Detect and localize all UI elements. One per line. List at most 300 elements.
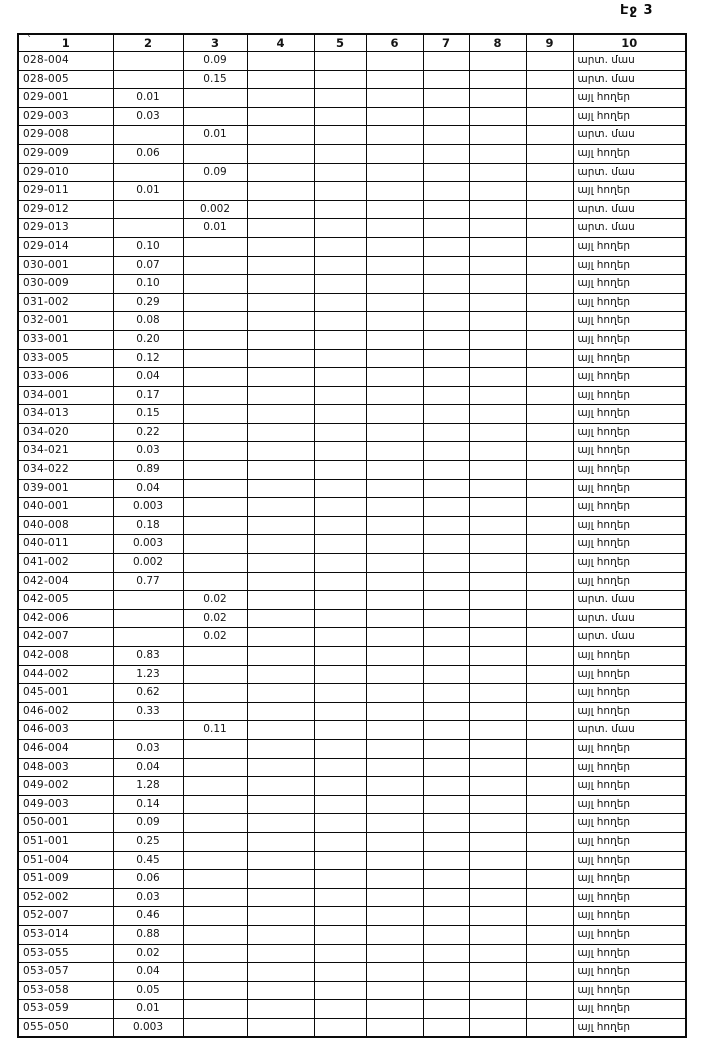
cell-land-type: այլ հողեր: [573, 442, 686, 461]
table-row: [18, 907, 686, 926]
cell-area-col3: 0.09: [183, 163, 247, 182]
cell-area-col3: [183, 516, 247, 535]
cell-empty: [247, 386, 314, 405]
cell-area-col2: 0.06: [113, 870, 183, 889]
cell-empty: [314, 832, 366, 851]
cell-land-type: այլ հողեր: [573, 535, 686, 554]
cell-area-col2: 0.05: [113, 981, 183, 1000]
cell-empty: [314, 628, 366, 647]
cell-empty: [366, 907, 423, 926]
cell-empty: [423, 126, 469, 145]
cell-area-col3: [183, 368, 247, 387]
cell-parcel-code: 029-008: [18, 126, 113, 145]
cell-parcel-code: 029-009: [18, 144, 113, 163]
cell-area-col3: 0.02: [183, 591, 247, 610]
cell-land-type: այլ հողեր: [573, 758, 686, 777]
cell-empty: [247, 572, 314, 591]
cell-land-type: այլ հողեր: [573, 498, 686, 517]
cell-empty: [247, 349, 314, 368]
cell-land-type: այլ հողեր: [573, 144, 686, 163]
cell-empty: [526, 89, 573, 108]
table-row: [18, 702, 686, 721]
cell-empty: [423, 107, 469, 126]
cell-empty: [469, 89, 526, 108]
cell-empty: [247, 498, 314, 517]
cell-empty: [526, 665, 573, 684]
cell-empty: [314, 739, 366, 758]
cell-land-type: այլ հողեր: [573, 386, 686, 405]
cell-parcel-code: 044-002: [18, 665, 113, 684]
cell-area-col2: 0.04: [113, 368, 183, 387]
cell-parcel-code: 048-003: [18, 758, 113, 777]
table-row: [18, 554, 686, 573]
cell-empty: [469, 1000, 526, 1019]
table-row: [18, 405, 686, 424]
cell-empty: [314, 442, 366, 461]
cell-empty: [469, 386, 526, 405]
cell-empty: [526, 442, 573, 461]
cell-empty: [314, 647, 366, 666]
cell-empty: [247, 944, 314, 963]
cell-parcel-code: 050-001: [18, 814, 113, 833]
cell-empty: [314, 516, 366, 535]
cell-empty: [423, 89, 469, 108]
cell-empty: [314, 572, 366, 591]
cell-empty: [366, 163, 423, 182]
cell-parcel-code: 039-001: [18, 479, 113, 498]
cell-empty: [366, 684, 423, 703]
cell-empty: [247, 851, 314, 870]
cell-empty: [423, 312, 469, 331]
cell-empty: [366, 702, 423, 721]
cell-area-col3: [183, 498, 247, 517]
cell-empty: [526, 349, 573, 368]
cell-parcel-code: 034-013: [18, 405, 113, 424]
cell-empty: [469, 907, 526, 926]
cell-empty: [247, 275, 314, 294]
cell-area-col3: [183, 479, 247, 498]
cell-parcel-code: 033-006: [18, 368, 113, 387]
cell-land-type: արտ. մաս: [573, 628, 686, 647]
cell-empty: [247, 981, 314, 1000]
cell-empty: [423, 554, 469, 573]
cell-empty: [469, 163, 526, 182]
cell-area-col3: 0.11: [183, 721, 247, 740]
cell-parcel-code: 028-004: [18, 52, 113, 71]
cell-empty: [423, 52, 469, 71]
cell-parcel-code: 034-022: [18, 461, 113, 480]
cell-land-type: այլ հողեր: [573, 795, 686, 814]
cell-empty: [469, 368, 526, 387]
cell-empty: [423, 832, 469, 851]
cell-empty: [366, 349, 423, 368]
cell-parcel-code: 052-002: [18, 888, 113, 907]
cell-area-col2: 1.23: [113, 665, 183, 684]
cell-empty: [247, 144, 314, 163]
cell-land-type: այլ հողեր: [573, 944, 686, 963]
cell-area-col2: 0.04: [113, 758, 183, 777]
cell-land-type: այլ հողեր: [573, 461, 686, 480]
cell-empty: [526, 777, 573, 796]
cell-parcel-code: 030-009: [18, 275, 113, 294]
table-row: [18, 423, 686, 442]
table-row: [18, 237, 686, 256]
cell-empty: [526, 200, 573, 219]
cell-empty: [469, 572, 526, 591]
cell-empty: [469, 442, 526, 461]
cell-area-col2: 0.45: [113, 851, 183, 870]
cell-area-col3: 0.09: [183, 52, 247, 71]
cell-empty: [366, 237, 423, 256]
cell-land-type: այլ հողեր: [573, 814, 686, 833]
cell-empty: [526, 144, 573, 163]
cell-empty: [423, 237, 469, 256]
cell-empty: [423, 1000, 469, 1019]
cell-empty: [526, 1000, 573, 1019]
cell-area-col3: [183, 1000, 247, 1019]
cell-empty: [314, 461, 366, 480]
table-row: [18, 107, 686, 126]
cell-parcel-code: 029-001: [18, 89, 113, 108]
cell-empty: [314, 944, 366, 963]
table-row: [18, 944, 686, 963]
cell-area-col3: [183, 572, 247, 591]
cell-empty: [526, 795, 573, 814]
cell-empty: [469, 479, 526, 498]
cell-empty: [526, 814, 573, 833]
cell-empty: [526, 52, 573, 71]
cell-empty: [423, 479, 469, 498]
table-row: [18, 144, 686, 163]
cell-empty: [366, 777, 423, 796]
cell-empty: [526, 516, 573, 535]
cell-parcel-code: 049-002: [18, 777, 113, 796]
cell-parcel-code: 042-007: [18, 628, 113, 647]
cell-empty: [366, 293, 423, 312]
cell-parcel-code: 031-002: [18, 293, 113, 312]
cell-empty: [247, 126, 314, 145]
cell-area-col3: 0.01: [183, 219, 247, 238]
cell-land-type: այլ հողեր: [573, 368, 686, 387]
cell-empty: [366, 851, 423, 870]
cell-land-type: այլ հողեր: [573, 516, 686, 535]
cell-empty: [469, 628, 526, 647]
cell-empty: [366, 888, 423, 907]
table-row: [18, 739, 686, 758]
cell-empty: [469, 739, 526, 758]
cell-area-col2: [113, 219, 183, 238]
cell-empty: [366, 312, 423, 331]
cell-empty: [469, 330, 526, 349]
cell-empty: [423, 758, 469, 777]
cell-area-col3: [183, 237, 247, 256]
cell-empty: [526, 739, 573, 758]
cell-empty: [423, 628, 469, 647]
cell-empty: [423, 739, 469, 758]
cell-empty: [423, 981, 469, 1000]
cell-land-type: այլ հողեր: [573, 981, 686, 1000]
cell-empty: [526, 107, 573, 126]
cell-empty: [469, 702, 526, 721]
cell-empty: [526, 758, 573, 777]
cell-empty: [366, 925, 423, 944]
cell-empty: [314, 293, 366, 312]
cell-empty: [366, 423, 423, 442]
cell-area-col3: [183, 981, 247, 1000]
cell-empty: [423, 851, 469, 870]
cell-empty: [314, 237, 366, 256]
cell-empty: [366, 498, 423, 517]
column-header-3: 3: [183, 34, 247, 52]
cell-parcel-code: 042-005: [18, 591, 113, 610]
table-row: [18, 851, 686, 870]
cell-empty: [526, 479, 573, 498]
cell-empty: [366, 386, 423, 405]
table-row: [18, 126, 686, 145]
cell-empty: [423, 647, 469, 666]
cell-area-col2: [113, 200, 183, 219]
cell-empty: [366, 89, 423, 108]
cell-land-type: արտ. մաս: [573, 70, 686, 89]
cell-parcel-code: 028-005: [18, 70, 113, 89]
table-row: [18, 70, 686, 89]
cell-empty: [469, 405, 526, 424]
cell-empty: [314, 405, 366, 424]
cell-area-col3: [183, 870, 247, 889]
cell-empty: [247, 237, 314, 256]
cell-area-col3: [183, 795, 247, 814]
cell-empty: [314, 609, 366, 628]
cell-area-col3: [183, 684, 247, 703]
cell-area-col3: [183, 777, 247, 796]
table-row: [18, 498, 686, 517]
cell-empty: [526, 944, 573, 963]
cell-empty: [526, 572, 573, 591]
column-header-5: 5: [314, 34, 366, 52]
cell-area-col2: 0.46: [113, 907, 183, 926]
cell-empty: [247, 182, 314, 201]
cell-empty: [469, 200, 526, 219]
cell-empty: [366, 647, 423, 666]
cell-empty: [366, 182, 423, 201]
table-row: [18, 349, 686, 368]
cell-empty: [526, 182, 573, 201]
cell-empty: [423, 684, 469, 703]
cell-empty: [314, 721, 366, 740]
table-row: [18, 52, 686, 71]
cell-area-col2: [113, 126, 183, 145]
cell-empty: [366, 721, 423, 740]
cell-empty: [423, 330, 469, 349]
cell-empty: [469, 498, 526, 517]
cell-empty: [469, 516, 526, 535]
cell-empty: [423, 70, 469, 89]
table-row: [18, 925, 686, 944]
cell-empty: [469, 423, 526, 442]
cell-area-col3: [183, 907, 247, 926]
cell-empty: [469, 554, 526, 573]
cell-empty: [247, 516, 314, 535]
cell-empty: [469, 814, 526, 833]
cell-empty: [314, 684, 366, 703]
table-row: [18, 572, 686, 591]
cell-parcel-code: 053-058: [18, 981, 113, 1000]
cell-empty: [366, 107, 423, 126]
cell-area-col3: [183, 182, 247, 201]
cell-empty: [247, 925, 314, 944]
cell-land-type: այլ հողեր: [573, 405, 686, 424]
cell-empty: [423, 200, 469, 219]
cell-land-type: այլ հողեր: [573, 702, 686, 721]
cell-parcel-code: 051-001: [18, 832, 113, 851]
cell-empty: [526, 330, 573, 349]
cell-area-col3: [183, 330, 247, 349]
cell-land-type: այլ հողեր: [573, 293, 686, 312]
cell-empty: [469, 665, 526, 684]
cell-empty: [366, 795, 423, 814]
cell-empty: [423, 907, 469, 926]
cell-empty: [366, 1000, 423, 1019]
cell-land-type: այլ հողեր: [573, 275, 686, 294]
cell-area-col3: [183, 275, 247, 294]
table-row: [18, 516, 686, 535]
cell-empty: [469, 609, 526, 628]
cell-empty: [247, 702, 314, 721]
cell-empty: [366, 944, 423, 963]
cell-parcel-code: 053-014: [18, 925, 113, 944]
cell-empty: [526, 368, 573, 387]
cell-empty: [423, 870, 469, 889]
table-row: [18, 442, 686, 461]
cell-empty: [247, 870, 314, 889]
cell-area-col2: 0.10: [113, 275, 183, 294]
cell-land-type: այլ հողեր: [573, 423, 686, 442]
cell-parcel-code: 029-013: [18, 219, 113, 238]
cell-empty: [526, 907, 573, 926]
cell-area-col2: 0.08: [113, 312, 183, 331]
cell-empty: [247, 888, 314, 907]
cell-empty: [366, 814, 423, 833]
cell-land-type: այլ հողեր: [573, 554, 686, 573]
cell-empty: [526, 219, 573, 238]
cell-empty: [526, 498, 573, 517]
cell-area-col2: 0.22: [113, 423, 183, 442]
cell-empty: [366, 256, 423, 275]
cell-area-col2: [113, 70, 183, 89]
cell-area-col3: [183, 1018, 247, 1037]
cell-area-col3: [183, 814, 247, 833]
cell-area-col2: 0.09: [113, 814, 183, 833]
cell-empty: [366, 219, 423, 238]
cell-empty: [247, 442, 314, 461]
cell-empty: [423, 275, 469, 294]
cell-empty: [423, 535, 469, 554]
cell-area-col3: [183, 739, 247, 758]
cell-empty: [423, 368, 469, 387]
column-header-2: 2: [113, 34, 183, 52]
cell-empty: [469, 981, 526, 1000]
cell-empty: [314, 888, 366, 907]
cell-area-col2: 0.62: [113, 684, 183, 703]
cell-area-col2: 0.25: [113, 832, 183, 851]
cell-empty: [423, 572, 469, 591]
cell-parcel-code: 052-007: [18, 907, 113, 926]
cell-empty: [366, 535, 423, 554]
cell-empty: [469, 275, 526, 294]
cell-empty: [247, 405, 314, 424]
cell-empty: [469, 107, 526, 126]
cell-empty: [314, 758, 366, 777]
cell-area-col3: 0.01: [183, 126, 247, 145]
cell-land-type: այլ հողեր: [573, 479, 686, 498]
cell-land-type: այլ հողեր: [573, 870, 686, 889]
cell-empty: [366, 758, 423, 777]
cell-empty: [314, 591, 366, 610]
table-row: [18, 795, 686, 814]
cell-empty: [314, 963, 366, 982]
cell-area-col2: 0.14: [113, 795, 183, 814]
cell-empty: [423, 963, 469, 982]
cell-empty: [247, 814, 314, 833]
cell-empty: [469, 312, 526, 331]
cell-land-type: այլ հողեր: [573, 1000, 686, 1019]
table-body: [18, 52, 686, 1038]
cell-area-col2: [113, 721, 183, 740]
cell-empty: [526, 870, 573, 889]
cell-empty: [423, 591, 469, 610]
cell-empty: [526, 1018, 573, 1037]
cell-empty: [526, 461, 573, 480]
cell-empty: [423, 219, 469, 238]
cell-empty: [423, 609, 469, 628]
cell-empty: [314, 126, 366, 145]
cell-empty: [526, 851, 573, 870]
cell-land-type: արտ. մաս: [573, 721, 686, 740]
cell-empty: [247, 535, 314, 554]
cell-empty: [366, 554, 423, 573]
cell-area-col3: [183, 665, 247, 684]
cell-land-type: արտ. մաս: [573, 163, 686, 182]
cell-empty: [423, 516, 469, 535]
cell-empty: [314, 275, 366, 294]
cell-empty: [314, 665, 366, 684]
cell-empty: [247, 70, 314, 89]
table-row: [18, 312, 686, 331]
cell-empty: [526, 237, 573, 256]
cell-land-type: այլ հողեր: [573, 963, 686, 982]
cell-empty: [366, 126, 423, 145]
cell-parcel-code: 034-020: [18, 423, 113, 442]
cell-empty: [247, 479, 314, 498]
cell-empty: [469, 293, 526, 312]
cell-empty: [314, 851, 366, 870]
table-row: [18, 981, 686, 1000]
cell-empty: [423, 944, 469, 963]
cell-empty: [469, 237, 526, 256]
cell-area-col3: [183, 107, 247, 126]
cell-parcel-code: 033-005: [18, 349, 113, 368]
cell-empty: [469, 52, 526, 71]
cell-land-type: այլ հողեր: [573, 647, 686, 666]
cell-empty: [423, 777, 469, 796]
cell-empty: [423, 665, 469, 684]
cell-parcel-code: 042-004: [18, 572, 113, 591]
cell-empty: [366, 516, 423, 535]
cell-empty: [526, 70, 573, 89]
cell-parcel-code: 040-011: [18, 535, 113, 554]
cell-area-col2: 0.77: [113, 572, 183, 591]
cell-empty: [314, 535, 366, 554]
